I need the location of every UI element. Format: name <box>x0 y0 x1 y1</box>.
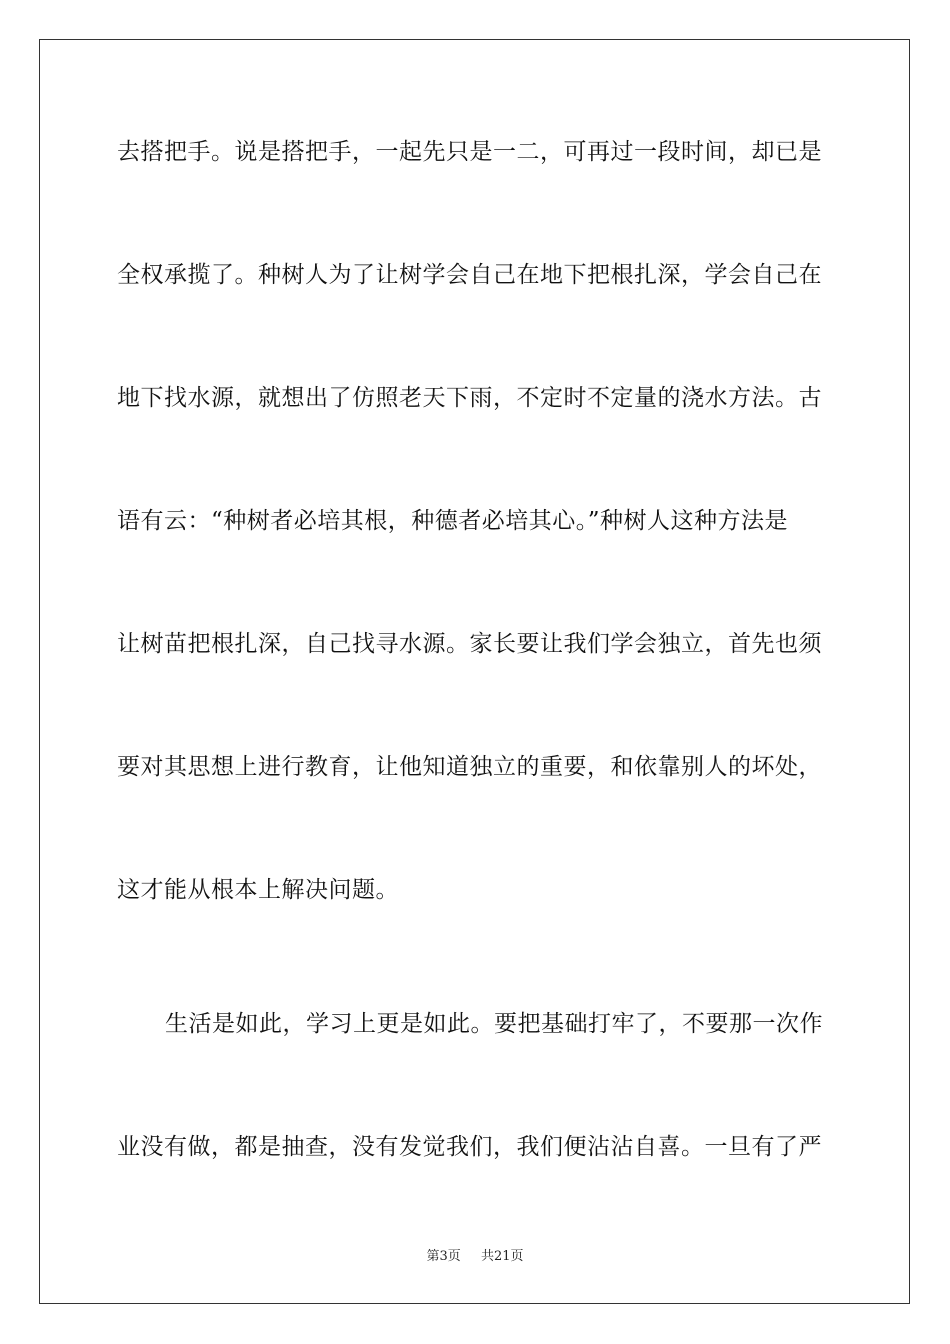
text-line: 让树苗把根扎深，自己找寻水源。家长要让我们学会独立，首先也须 <box>117 631 822 657</box>
text-line: 语有云：“种树者必培其根，种德者必培其心。”种树人这种方法是 <box>117 508 789 534</box>
text-line: 要对其思想上进行教育，让他知道独立的重要，和依靠别人的坏处， <box>117 754 822 780</box>
paragraph-start-line: 生活是如此，学习上更是如此。要把基础打牢了，不要那一次作 <box>165 1011 823 1037</box>
text-line: 全权承揽了。种树人为了让树学会自己在地下把根扎深，学会自己在 <box>117 262 822 288</box>
page-footer <box>0 1248 950 1266</box>
text-line: 这才能从根本上解决问题。 <box>117 877 399 903</box>
page-number: 第3页 <box>426 1249 461 1264</box>
text-line: 业没有做，都是抽查，没有发觉我们，我们便沾沾自喜。一旦有了严 <box>117 1134 822 1160</box>
page-total: 共21页 <box>480 1249 524 1264</box>
text-line: 地下找水源，就想出了仿照老天下雨，不定时不定量的浇水方法。古 <box>117 385 822 411</box>
page-border <box>39 39 910 1304</box>
text-line: 去搭把手。说是搭把手，一起先只是一二，可再过一段时间，却已是 <box>117 139 822 165</box>
